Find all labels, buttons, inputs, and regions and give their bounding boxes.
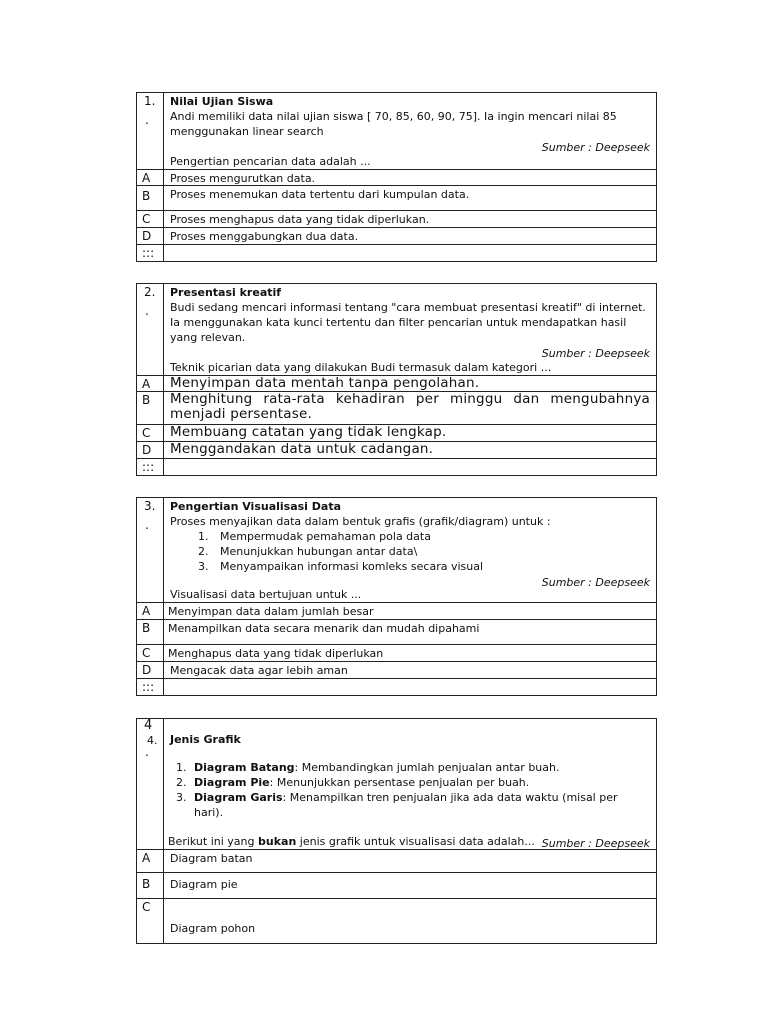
option-letter: A (137, 170, 164, 185)
option-letter: C (137, 211, 164, 227)
option-c[interactable] (137, 898, 656, 943)
option-b[interactable] (137, 185, 656, 210)
question-source: Sumber : Deepseek (541, 837, 650, 850)
question-title: Jenis Grafik (170, 733, 241, 746)
question-prompt: Berikut ini yang bukan jenis grafik untuk visualisasi data adalah... (168, 835, 535, 848)
list-item: 3. Menyampaikan informasi komleks secara visual (212, 559, 650, 574)
question-body (164, 498, 656, 602)
question-text: Proses menyajikan data dalam bentuk grafis (grafik/diagram) untuk : (170, 515, 551, 528)
list-item: 2. Diagram Pie: Menunjukkan persentase penjualan per buah. (190, 775, 650, 790)
option-letter: D (137, 662, 164, 678)
question-header (137, 284, 656, 375)
list-item: 3. Diagram Garis: Menampilkan tren penjualan jika ada data waktu (misal per hari). (190, 790, 650, 820)
question-3 (136, 497, 657, 696)
question-source: Sumber : Deepseek (541, 347, 650, 360)
option-d[interactable] (137, 441, 656, 458)
question-number: 4 4. . (137, 719, 164, 849)
question-4 (136, 718, 657, 944)
question-list (170, 529, 650, 574)
option-text: Mengacak data agar lebih aman (170, 664, 348, 677)
extra-marker: ::: (137, 459, 164, 475)
question-source: Sumber : Deepseek (541, 141, 650, 154)
option-text: Proses menemukan data tertentu dari kumpulan data. (170, 188, 470, 201)
extra-marker: ::: (137, 245, 164, 261)
question-title: Nilai Ujian Siswa (170, 95, 274, 108)
question-prompt: Teknik picarian data yang dilakukan Budi termasuk dalam kategori ... (170, 361, 552, 374)
option-text: Proses menghapus data yang tidak diperlukan. (170, 213, 430, 226)
question-prompt: Visualisasi data bertujuan untuk ... (170, 588, 362, 601)
question-header (137, 93, 656, 169)
option-text: Menyimpan data mentah tanpa pengolahan. (170, 375, 480, 391)
option-c[interactable] (137, 644, 656, 661)
option-text: Menggandakan data untuk cadangan. (170, 441, 434, 457)
option-a[interactable] (137, 602, 656, 619)
option-text: Menampilkan data secara menarik dan mudah dipahami (168, 622, 480, 635)
chart-type-list (170, 760, 650, 820)
question-2 (136, 283, 657, 476)
question-body (164, 284, 656, 375)
option-a[interactable] (137, 849, 656, 872)
option-c[interactable] (137, 210, 656, 227)
question-body (164, 93, 656, 169)
question-text: Budi sedang mencari informasi tentang "cara membuat presentasi kreatif" di internet. Ia menggunakan kata kunci tertentu dan filter pencarian untuk mendapatkan hasil yang relevan. (170, 301, 646, 344)
option-letter: D (137, 228, 164, 244)
option-text: Menghitung rata-rata kehadiran per minggu dan mengubahnya menjadi persentase. (170, 391, 650, 422)
question-number: 3. . (137, 498, 164, 602)
question-text: Andi memiliki data nilai ujian siswa [ 70, 85, 60, 90, 75]. Ia ingin mencari nilai 85 menggunakan linear search (170, 110, 617, 138)
question-prompt: Pengertian pencarian data adalah ... (170, 155, 371, 168)
list-item: 1. Mempermudak pemahaman pola data (212, 529, 650, 544)
option-text: Diagram batan (170, 852, 253, 865)
question-number-label: 3. (144, 499, 156, 513)
question-number-label: 1. (144, 94, 156, 108)
extra-marker: ::: (137, 679, 164, 695)
option-letter: B (137, 873, 164, 898)
question-body (164, 719, 656, 849)
option-b[interactable] (137, 619, 656, 644)
option-b[interactable] (137, 391, 656, 424)
option-text: Diagram pohon (170, 922, 256, 935)
question-number: 2. . (137, 284, 164, 375)
question-header (137, 719, 656, 849)
question-number-main: 4 (144, 718, 153, 733)
option-text: Menyimpan data dalam jumlah besar (168, 605, 374, 618)
question-title: Presentasi kreatif (170, 286, 282, 299)
option-text: Membuang catatan yang tidak lengkap. (170, 424, 447, 440)
list-item: 2. Menunjukkan hubungan antar data\ (212, 544, 650, 559)
question-number-label: 4. (147, 734, 158, 747)
option-letter: A (137, 376, 164, 391)
extra-row (137, 678, 656, 695)
question-number-label: 2. (144, 285, 156, 299)
option-text: Proses mengurutkan data. (170, 172, 316, 185)
option-letter: C (137, 645, 164, 661)
option-d[interactable] (137, 661, 656, 678)
question-source: Sumber : Deepseek (541, 576, 650, 589)
question-title: Pengertian Visualisasi Data (170, 500, 342, 513)
extra-row (137, 244, 656, 261)
option-letter: C (137, 899, 164, 943)
option-c[interactable] (137, 424, 656, 441)
extra-row (137, 458, 656, 475)
option-a[interactable] (137, 375, 656, 391)
option-letter: A (137, 603, 164, 619)
option-letter: B (137, 620, 164, 644)
option-letter: B (137, 392, 164, 424)
option-letter: A (137, 850, 164, 872)
option-text: Diagram pie (170, 878, 238, 891)
option-b[interactable] (137, 872, 656, 898)
list-item: 1. Diagram Batang: Membandingkan jumlah penjualan antar buah. (190, 760, 650, 775)
option-letter: C (137, 425, 164, 441)
option-letter: D (137, 442, 164, 458)
option-a[interactable] (137, 169, 656, 185)
option-d[interactable] (137, 227, 656, 244)
question-number: 1. . (137, 93, 164, 169)
option-letter: B (137, 186, 164, 210)
question-1 (136, 92, 657, 262)
option-text: Proses menggabungkan dua data. (170, 230, 359, 243)
question-header (137, 498, 656, 602)
option-text: Menghapus data yang tidak diperlukan (168, 647, 384, 660)
